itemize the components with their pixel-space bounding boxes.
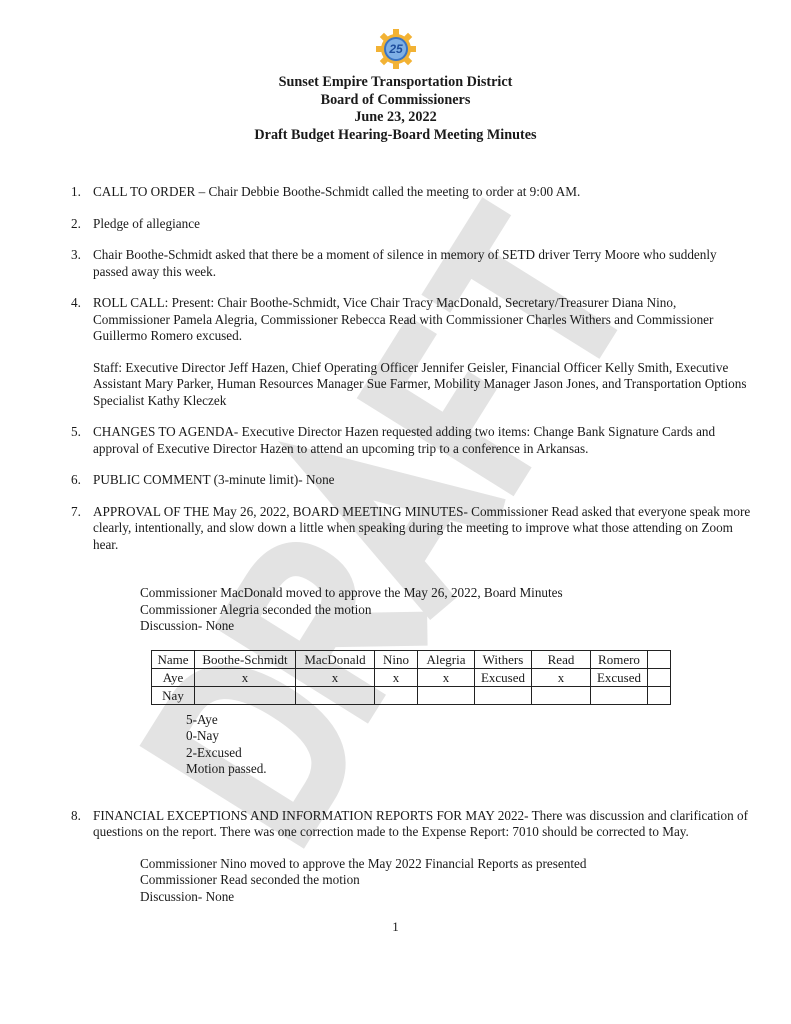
item-text: CALL TO ORDER – Chair Debbie Boothe-Schmidt called the meeting to order at 9:00 AM. [93,184,581,199]
tally-excused: 2-Excused [186,744,242,760]
motion-moved: Commissioner MacDonald moved to approve the May 26, 2022, Board Minutes [140,585,563,600]
agenda-item-6 [71,472,751,489]
minutes-body [71,184,751,905]
vote-cell: x [532,668,591,686]
vote-cell [375,686,418,704]
vote-tally [186,712,751,778]
header-cell: Romero [591,650,648,668]
item-text: FINANCIAL EXCEPTIONS AND INFORMATION REPORTS FOR MAY 2022- There was discussion and clarification of questions on the report. There was one correction made to the Expense Report: 7010 should be corrected to May. [93,807,749,839]
tally-result: Motion passed. [186,761,267,776]
header-cell: MacDonald [296,650,375,668]
header-cell: Alegria [418,650,475,668]
item-text: CHANGES TO AGENDA- Executive Director Hazen requested adding two items: Change Bank Signature Cards and approval of Executive Director Hazen to attend an upcoming trip to a conference in Arkansas. [93,424,716,456]
header-cell: Boothe-Schmidt [195,650,296,668]
vote-table [151,650,671,705]
board-name: Board of Commissioners [320,91,471,108]
header-cell: Withers [475,650,532,668]
vote-table-row-aye [152,668,671,686]
motion-seconded: Commissioner Read seconded the motion [140,872,360,887]
document-header [0,74,791,144]
item-text: Pledge of allegiance [93,215,200,231]
meeting-date: June 23, 2022 [354,109,437,125]
staff-present: Staff: Executive Director Jeff Hazen, Chief Operating Officer Jennifer Geisler, Financial Officer Kelly Smith, Executive Assistant Mary Parker, Human Resources Manager Sue Farmer, Mobility Manager Jason Jones, and Transportation Options Specialist Kathy Kleczek [93,359,747,408]
motion-item-8 [140,856,751,906]
vote-cell [591,686,648,704]
vote-cell [532,686,591,704]
vote-cell [296,686,375,704]
gear-25-anniversary-logo-icon [375,28,417,70]
header-cell: Nino [375,650,418,668]
item-number: 1. [71,184,81,199]
item-number: 4. [71,295,81,310]
vote-cell: x [375,668,418,686]
item-number: 5. [71,424,81,439]
item-number: 3. [71,247,81,262]
item-number: 6. [71,472,81,487]
organization-name: Sunset Empire Transportation District [278,74,513,90]
vote-cell: Excused [591,668,648,686]
vote-cell [418,686,475,704]
vote-cell [475,686,532,704]
motion-discussion: Discussion- None [140,888,235,904]
logo-text: 25 [388,42,403,56]
tally-nay: 0-Nay [186,728,219,743]
vote-table-row-nay [152,686,671,704]
header-cell: Read [532,650,591,668]
document-title: Draft Budget Hearing-Board Meeting Minutes [254,126,537,143]
item-text: Chair Boothe-Schmidt asked that there be a moment of silence in memory of SETD driver Terry Moore who suddenly passed away this week. [93,247,717,279]
agenda-item-4-roll-call [71,295,751,345]
page-number: 1 [392,919,399,934]
row-label: Aye [152,668,195,686]
header-cell: Name [152,650,195,668]
motion-discussion: Discussion- None [140,618,235,633]
item-text: APPROVAL OF THE May 26, 2022, BOARD MEETING MINUTES- Commissioner Read asked that everyone speak more clearly, intentionally, and slow down a little when speaking during the meeting to improve what those attending on Zoom hear. [93,503,751,552]
motion-seconded: Commissioner Alegria seconded the motion [140,601,372,617]
vote-table-header-row [152,650,671,668]
header-cell [648,650,671,668]
agenda-item-5 [71,424,751,457]
item-text: ROLL CALL: Present: Chair Boothe-Schmidt, Vice Chair Tracy MacDonald, Secretary/Treasurer Diana Nino, Commissioner Pamela Alegria, Commissioner Rebecca Read with Commissioner Charles Withers and Commissioner Guillermo Romero excused. [93,295,714,343]
agenda-item-2 [71,216,751,233]
motion-item-7 [140,585,751,635]
agenda-item-7 [71,504,751,554]
vote-cell: x [296,668,375,686]
logo-container [0,28,791,72]
agenda-item-8 [71,808,751,841]
vote-cell: x [195,668,296,686]
vote-cell [195,686,296,704]
item-number: 2. [71,215,81,231]
item-number: 7. [71,503,81,519]
item-number: 8. [71,807,81,823]
agenda-item-1 [71,184,751,201]
motion-moved: Commissioner Nino moved to approve the May 2022 Financial Reports as presented [140,855,587,871]
row-label: Nay [152,686,195,704]
tally-aye: 5-Aye [186,711,218,727]
vote-cell [648,686,671,704]
agenda-item-3 [71,247,751,280]
vote-cell: Excused [475,668,532,686]
item-text: PUBLIC COMMENT (3-minute limit)- None [93,472,335,487]
vote-cell: x [418,668,475,686]
vote-cell [648,668,671,686]
